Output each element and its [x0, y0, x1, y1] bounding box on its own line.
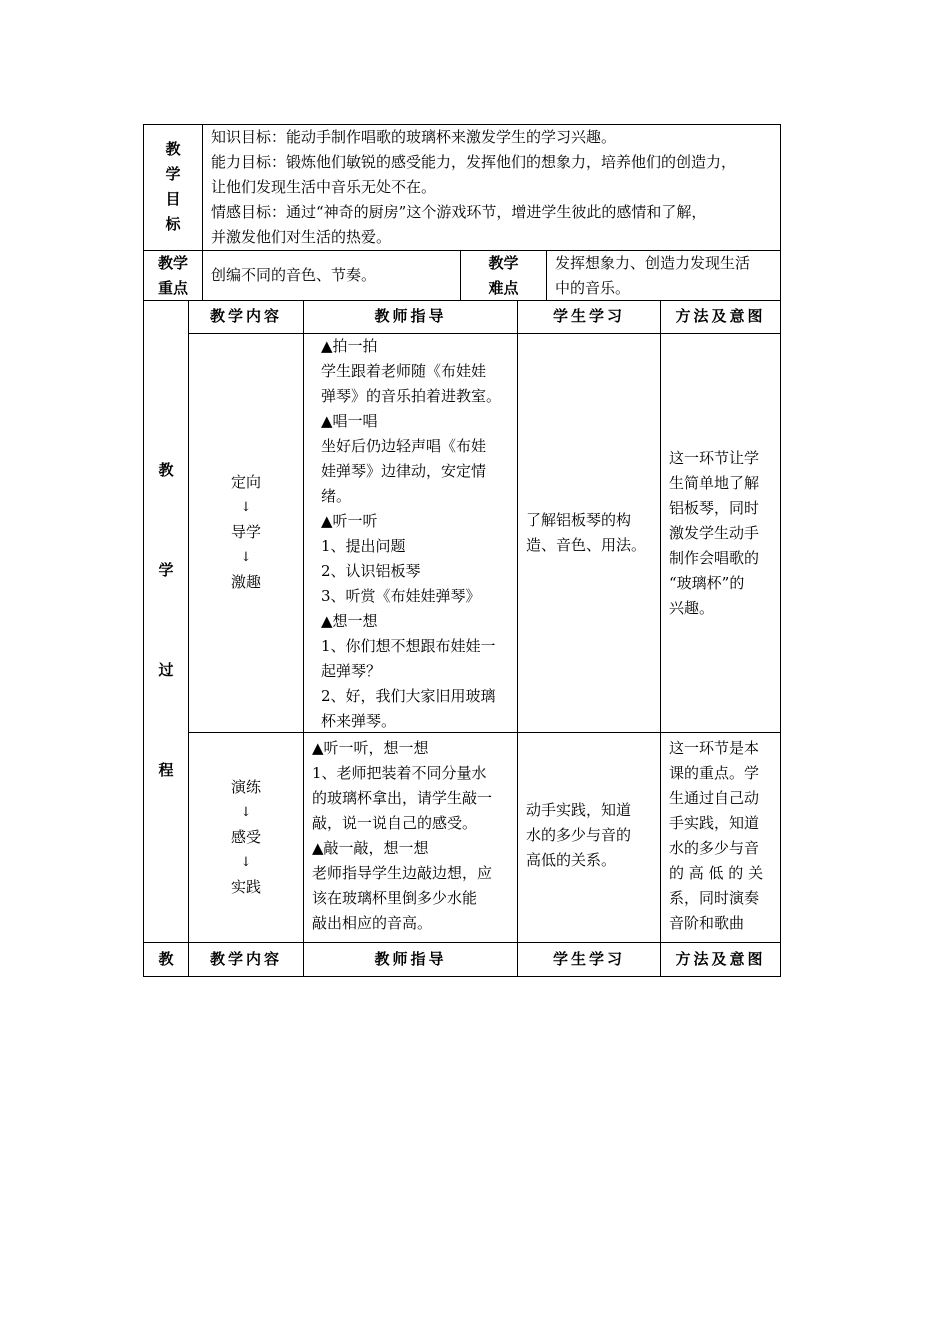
row2-student-text: 动手实践，知道 水的多少与音的 高低的关系。 — [526, 801, 632, 869]
header-method: 方法及意图 — [675, 307, 766, 325]
row2-steps: 演练 ↓ 感受 ↓ 实践 — [230, 778, 261, 896]
footer-content: 教学内容 — [209, 950, 282, 968]
objectives-text: 知识目标：能动手制作唱歌的玻璃杯来激发学生的学习兴趣。 能力目标：锻炼他们敏锐的感受能力，发挥他们的想象力，培养他们的创造力， 让他们发现生活中音乐无处不在。 情感目标：通过“神奇的厨房”这个游戏环节，增进学生彼此的感情和了解， 并激发他们对生活的热爱。 — [211, 128, 737, 246]
row1-student-text: 了解铝板琴的构 造、音色、用法。 — [526, 511, 647, 554]
row1-teacher-text: ▲拍一拍 学生跟着老师随《布娃娃 弹琴》的音乐拍着进教室。 ▲唱一唱 坐好后仍边轻声唱《布娃 娃弹琴》边律动，安定情 绪。 ▲听一听 1、提出问题 2、认识铝板琴 3、听赏《布娃娃弹琴》 ▲想一想 1、你们想不想跟布娃娃一 起弹琴？ 2、好，我们大家旧用玻璃 杯来弹琴。 — [321, 337, 502, 730]
difficulty-label: 教学 难点 — [488, 254, 519, 297]
objectives-label: 教 学 目 标 — [165, 140, 181, 233]
footer-method: 方法及意图 — [675, 950, 766, 968]
footer-label: 教 — [158, 950, 174, 968]
difficulty-text: 发挥想象力、创造力发现生活 中的音乐。 — [555, 254, 751, 297]
row2-teacher-text: ▲听一听，想一想 1、老师把装着不同分量水 的玻璃杯拿出，请学生敲一 敲，说一说自己的感受。 ▲敲一敲，想一想 老师指导学生边敲边想，应 该在玻璃杯里倒多少水能 敲出相应的音高。 — [312, 739, 493, 932]
focus-text: 创编不同的音色、节奏。 — [211, 266, 377, 284]
row2-method-text: 这一环节是本 课的重点。学 生通过自己动 手实践，知道 水的多少与音 的 高 低 的 关 系，同时演奏 音阶和歌曲 — [669, 739, 764, 932]
header-teacher: 教师指导 — [374, 307, 447, 325]
process-label: 教 学 过 程 — [158, 461, 174, 779]
header-student: 学生学习 — [552, 307, 625, 325]
row1-method-text: 这一环节让学 生简单地了解 铝板琴，同时 激发学生动手 制作会唱歌的 “玻璃杯”的 兴趣。 — [669, 449, 760, 617]
row1-steps: 定向 ↓ 导学 ↓ 激趣 — [230, 473, 261, 591]
focus-label: 教学 重点 — [157, 254, 188, 297]
footer-student: 学生学习 — [552, 950, 625, 968]
footer-teacher: 教师指导 — [374, 950, 447, 968]
header-content: 教学内容 — [209, 307, 282, 325]
